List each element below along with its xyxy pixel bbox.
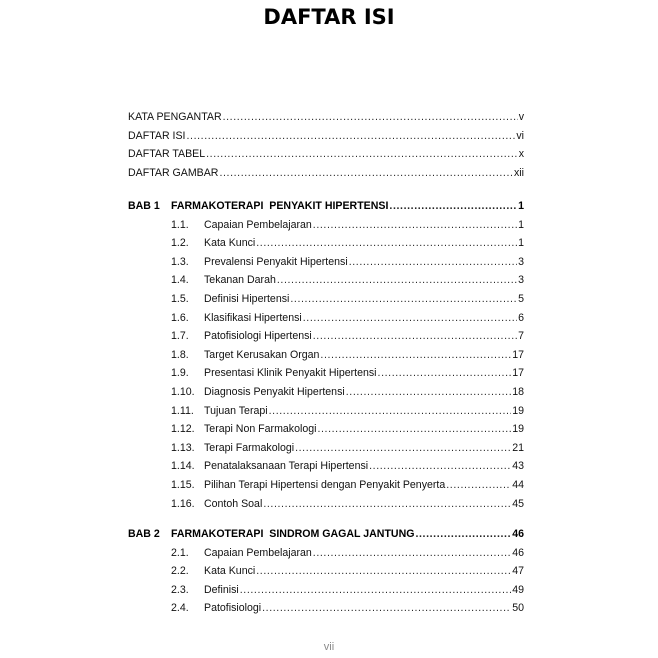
toc-entry-page: 1 [518,218,524,231]
dot-leader [446,478,511,492]
toc-entry-number: 1.15. [171,479,195,491]
dot-leader [269,404,512,418]
toc-entry-label: Tekanan Darah [204,274,276,287]
dot-leader [263,497,511,511]
toc-entry-label: Target Kerusakan Organ [204,348,320,361]
toc-entry-number: 1.4. [171,274,189,287]
toc-entry-label: FARMAKOTERAPI PENYAKIT HIPERTENSI [171,200,389,212]
toc-entry-label: Kata Kunci [204,565,256,578]
toc-entry-number: 2.4. [171,602,189,615]
footer-page-number: vii [323,641,335,653]
dot-leader [320,348,511,362]
toc-entry-number: BAB 2 [128,528,160,540]
toc-section-entry[interactable] [171,601,524,615]
dot-leader [415,527,511,541]
toc-section-entry[interactable] [171,366,524,380]
dot-leader [219,166,513,180]
toc-entry-page: 7 [518,330,524,343]
toc-entry-page: 18 [512,386,524,398]
toc-entry-page: 17 [512,367,524,380]
toc-entry-page: 46 [512,528,524,540]
toc-entry-label: Definisi Hipertensi [204,293,290,305]
toc-entry-number: 1.1. [171,218,189,231]
toc-section-entry[interactable] [171,255,524,269]
toc-front-matter-entry[interactable] [128,166,524,180]
toc-entry-number: 1.14. [171,460,195,473]
toc-entry-label: Contoh Soal [204,497,263,510]
toc-entry-number: BAB 1 [128,200,160,212]
dot-leader [240,583,511,597]
toc-entry-label: Klasifikasi Hipertensi [204,311,302,324]
toc-entry-label: Capaian Pembelajaran [204,218,312,231]
toc-section-entry[interactable] [171,404,524,418]
dot-leader [378,366,512,380]
toc-entry-label: Definisi [204,583,239,596]
dot-leader [369,459,511,473]
dot-leader [262,601,511,615]
toc-entry-label: Patofisiologi [204,602,262,615]
toc-entry-page: 43 [512,460,524,473]
toc-entry-number: 2.2. [171,565,189,578]
toc-entry-page: 49 [512,583,524,596]
toc-entry-label: Diagnosis Penyakit Hipertensi [204,386,345,398]
toc-entry-label: KATA PENGANTAR [128,111,222,123]
toc-section-entry[interactable] [171,422,524,436]
toc-entry-label: Terapi Non Farmakologi [204,423,317,436]
toc-entry-label: FARMAKOTERAPI SINDROM GAGAL JANTUNG [171,528,415,540]
toc-chapter-entry[interactable] [128,199,524,213]
toc-entry-label: DAFTAR ISI [128,129,186,142]
toc-entry-label: Patofisiologi Hipertensi [204,330,312,343]
dot-leader [389,199,517,213]
toc-section-entry[interactable] [171,292,524,306]
toc-entry-page: vi [516,129,524,142]
toc-entry-label: Tujuan Terapi [204,404,268,417]
dot-leader [206,147,518,161]
toc-section-entry[interactable] [171,311,524,325]
dot-leader [313,329,517,343]
toc-entry-label: DAFTAR TABEL [128,148,206,161]
toc-section-entry[interactable] [171,348,524,362]
toc-section-entry[interactable] [171,329,524,343]
toc-entry-number: 1.3. [171,255,189,268]
toc-entry-number: 2.1. [171,546,189,559]
toc-entry-label: Pilihan Terapi Hipertensi dengan Penyakit Penyerta [204,479,446,491]
toc-entry-number: 1.12. [171,423,195,436]
toc-entry-page: 50 [512,602,524,615]
dot-leader [295,441,511,455]
toc-entry-number: 2.3. [171,583,189,596]
toc-entry-label: Terapi Farmakologi [204,441,295,454]
toc-section-entry[interactable] [171,564,524,578]
toc-entry-number: 1.9. [171,367,189,380]
dot-leader [349,255,517,269]
dot-leader [186,129,515,143]
toc-entry-label: Presentasi Klinik Penyakit Hipertensi [204,367,377,380]
page-title: DAFTAR ISI [263,5,395,29]
toc-entry-number: 1.6. [171,311,189,324]
toc-entry-page: 5 [518,293,524,305]
toc-entry-page: 3 [518,255,524,268]
toc-entry-page: xii [513,166,524,179]
toc-entry-number: 1.8. [171,348,189,361]
dot-leader [317,422,511,436]
dot-leader [346,385,511,399]
toc-entry-number: 1.5. [171,293,189,305]
toc-entry-page: 46 [512,546,524,559]
toc-entry-label: Capaian Pembelajaran [204,546,312,559]
dot-leader [313,218,517,232]
toc-section-entry[interactable] [171,218,524,232]
toc-front-matter-entry[interactable] [128,147,524,161]
toc-section-entry[interactable] [171,385,524,399]
toc-entry-page: x [518,148,524,161]
toc-front-matter-entry[interactable] [128,110,524,124]
toc-entry-label: DAFTAR GAMBAR [128,166,219,179]
toc-section-entry[interactable] [171,478,524,492]
toc-entry-page: 44 [512,479,524,491]
toc-entry-label: Prevalensi Penyakit Hipertensi [204,255,348,268]
toc-entry-page: 6 [518,311,524,324]
dot-leader [290,292,517,306]
toc-entry-number: 1.11. [171,404,194,417]
dot-leader [223,110,518,124]
toc-entry-page: 19 [512,404,524,417]
toc-entry-number: 1.2. [171,237,189,250]
toc-section-entry[interactable] [171,546,524,560]
toc-entry-label: Kata Kunci [204,237,256,250]
toc-entry-page: 21 [512,441,524,454]
toc-entry-page: 17 [512,348,524,361]
toc-entry-page: 45 [512,497,524,510]
dot-leader [256,564,511,578]
toc-entry-number: 1.10. [171,386,195,398]
toc-entry-page: v [518,111,524,123]
dot-leader [256,236,517,250]
toc-section-entry[interactable] [171,583,524,597]
toc-front-matter-entry[interactable] [128,129,524,143]
toc-section-entry[interactable] [171,273,524,287]
toc-section-entry[interactable] [171,497,524,511]
toc-section-entry[interactable] [171,459,524,473]
dot-leader [303,311,517,325]
toc-entry-number: 1.16. [171,497,195,510]
toc-section-entry[interactable] [171,441,524,455]
dot-leader [313,546,511,560]
toc-entry-page: 1 [518,200,524,212]
dot-leader [277,273,517,287]
toc-entry-number: 1.7. [171,330,189,343]
toc-entry-number: 1.13. [171,441,195,454]
toc-entry-page: 3 [518,274,524,287]
toc-section-entry[interactable] [171,236,524,250]
toc-entry-page: 19 [512,423,524,436]
toc-entry-page: 47 [512,565,524,578]
toc-chapter-entry[interactable] [128,527,524,541]
toc-entry-page: 1 [518,237,524,250]
toc-entry-label: Penatalaksanaan Terapi Hipertensi [204,460,369,473]
